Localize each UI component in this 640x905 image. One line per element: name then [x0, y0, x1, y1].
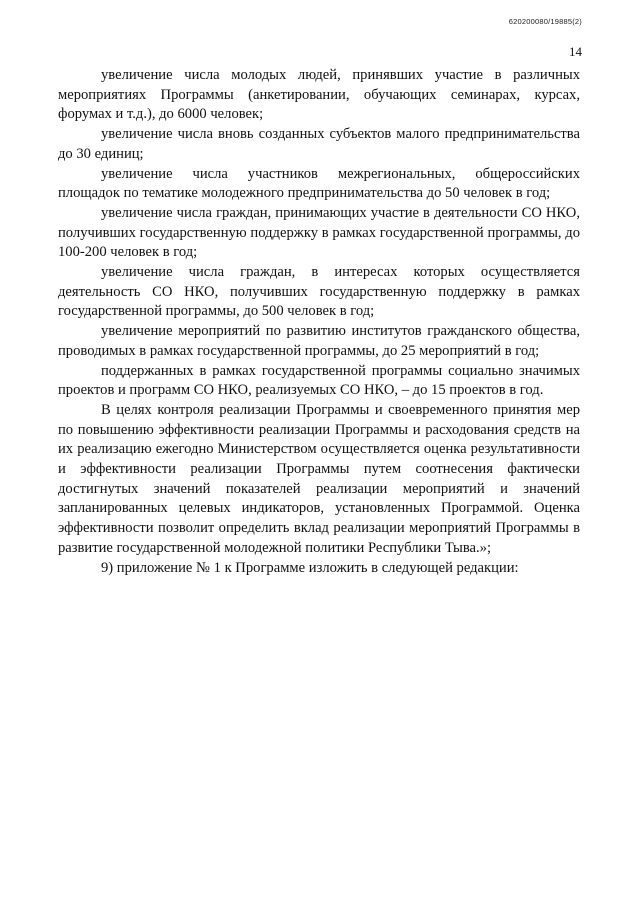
page-number: 14	[569, 44, 582, 59]
paragraph-supported-projects: поддержанных в рамках государственной программы социально значимых проектов и программ СО НКО, реализуемых СО НКО, – до 15 проектов в год.	[58, 362, 580, 399]
paragraph-civil-society-events: увеличение мероприятий по развитию институтов гражданского общества, проводимых в рамках государственной программы, до 25 мероприятий в год;	[58, 323, 580, 359]
paragraph-nko-participants: увеличение числа граждан, принимающих участие в деятельности СО НКО, получивших государственную поддержку в рамках государственной программы, до 100-200 человек в год;	[58, 204, 580, 261]
paragraph-interregional-participants: увеличение числа участников межрегиональных, общероссийских площадок по тематике молодежного предпринимательства до 50 человек в год;	[58, 165, 580, 202]
paragraph-new-small-business: увеличение числа вновь созданных субъектов малого предпринимательства до 30 единиц;	[58, 126, 580, 162]
paragraph-appendix-amendment: 9) приложение № 1 к Программе изложить в следующей редакции:	[101, 559, 519, 576]
paragraph-program-evaluation: В целях контроля реализации Программы и своевременного принятия мер по повышению эффективности реализации Программы и расходования средств на их реализацию ежегодно Министерством осуществляется оценка результативности и эффективности реализации Программы путем соотнесения фактически достигнутых значений показателей реализации мероприятий и значений запланированных целевых индикаторов, установленных Программой. Оценка эффективности позволит определить вклад реализации мероприятий Программы в развитие государственной молодежной политики Республики Тыва.»;	[58, 401, 580, 556]
paragraph-nko-beneficiaries: увеличение числа граждан, в интересах которых осуществляется деятельность СО НКО, получивших государственную поддержку в рамках государственной программы, до 500 человек в год;	[58, 264, 580, 320]
paragraph-youth-participants: увеличение числа молодых людей, принявших участие в различных мероприятиях Программы (анкетировании, обучающих семинарах, курсах, форумах и т.д.), до 6000 человек;	[58, 67, 580, 123]
document-code: 620200080/19885(2)	[508, 17, 582, 26]
document-body	[58, 66, 580, 578]
